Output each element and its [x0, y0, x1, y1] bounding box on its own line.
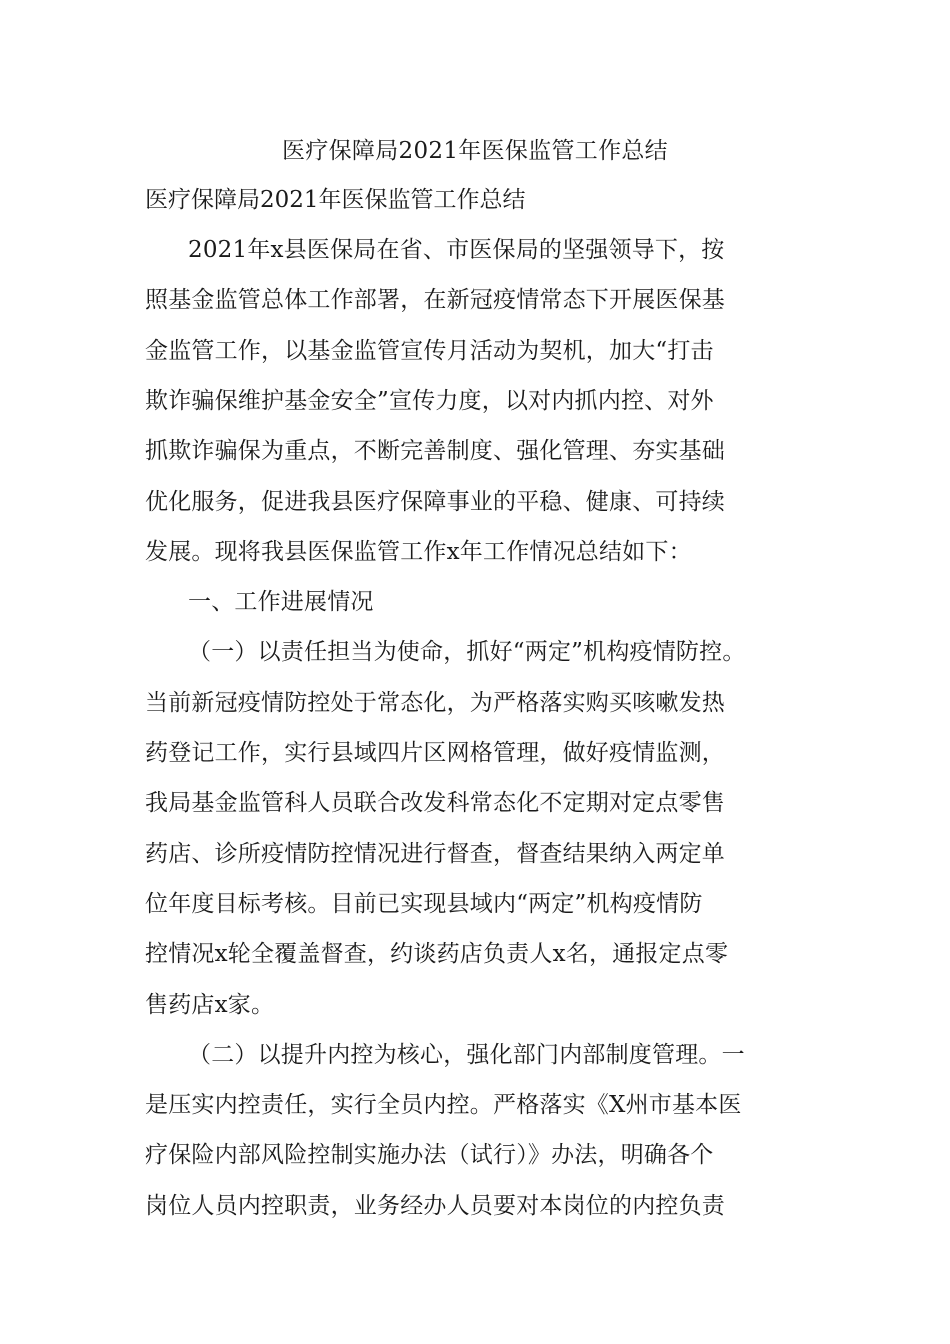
paragraph-line: 发展。现将我县医保监管工作x年工作情况总结如下：	[145, 539, 692, 565]
paragraph-line: 疗保险内部风险控制实施办法（试行）》办法，明确各个	[145, 1142, 714, 1168]
paragraph-line: 照基金监管总体工作部署，在新冠疫情常态下开展医保基	[145, 287, 725, 313]
paragraph-line: 一、工作进展情况	[188, 589, 374, 615]
paragraph-line: 当前新冠疫情防控处于常态化，为严格落实购买咳嗽发热	[145, 690, 725, 716]
paragraph-line: 2021年x县医保局在省、市医保局的坚强领导下，按	[188, 237, 725, 263]
paragraph-line: （二）以提升内控为核心，强化部门内部制度管理。一	[188, 1042, 745, 1068]
paragraph-line: 金监管工作，以基金监管宣传月活动为契机，加大“打击	[145, 338, 714, 364]
paragraph-line: 欺诈骗保维护基金安全”宣传力度，以对内抓内控、对外	[145, 388, 714, 414]
paragraph-line: 抓欺诈骗保为重点，不断完善制度、强化管理、夯实基础	[145, 438, 725, 464]
document-subtitle: 医疗保障局2021年医保监管工作总结	[145, 187, 526, 213]
paragraph-line: 我局基金监管科人员联合改发科常态化不定期对定点零售	[145, 790, 725, 816]
document-title: 医疗保障局2021年医保监管工作总结	[282, 138, 668, 164]
paragraph-line: 药登记工作，实行县域四片区网格管理，做好疫情监测，	[145, 740, 725, 766]
paragraph-line: 位年度目标考核。目前已实现县域内“两定”机构疫情防	[145, 891, 703, 917]
paragraph-line: 是压实内控责任，实行全员内控。严格落实《X州市基本医	[145, 1092, 742, 1118]
paragraph-line: 优化服务，促进我县医疗保障事业的平稳、健康、可持续	[145, 489, 725, 515]
paragraph-line: 药店、诊所疫情防控情况进行督查，督查结果纳入两定单	[145, 841, 725, 867]
paragraph-line: （一）以责任担当为使命，抓好“两定”机构疫情防控。	[188, 639, 746, 665]
paragraph-line: 岗位人员内控职责，业务经办人员要对本岗位的内控负责	[145, 1193, 725, 1219]
paragraph-line: 售药店x家。	[145, 992, 275, 1018]
paragraph-line: 控情况x轮全覆盖督查，约谈药店负责人x名，通报定点零	[145, 941, 729, 967]
